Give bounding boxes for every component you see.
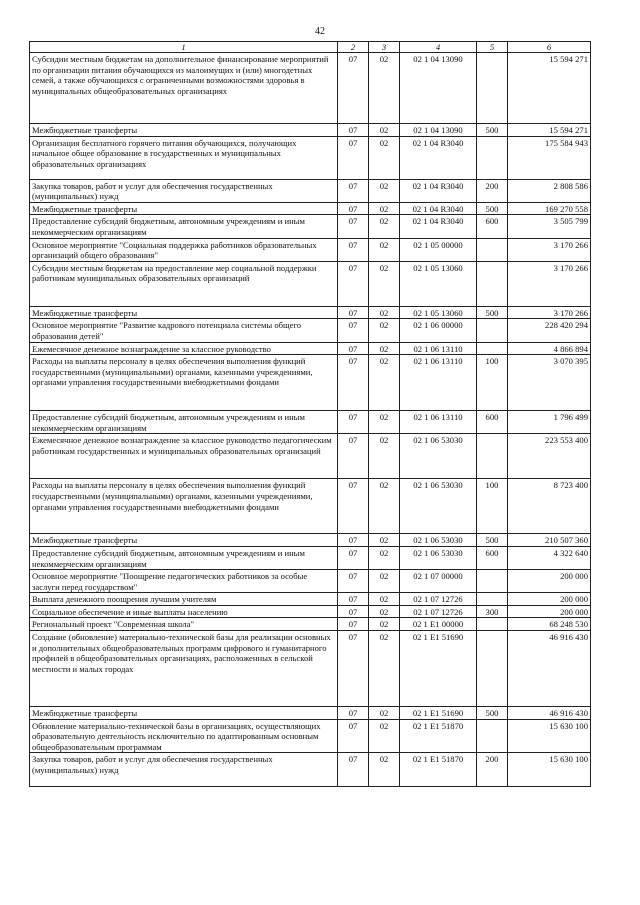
row-target-code: 02 1 05 13060 xyxy=(400,306,477,319)
row-subsection: 02 xyxy=(369,342,400,355)
row-name: Межбюджетные трансферты xyxy=(30,306,338,319)
table-row xyxy=(30,593,591,606)
row-name: Основное мероприятие "Развитие кадрового потенциала системы общего образования детей" xyxy=(30,319,338,342)
row-amount: 210 507 360 xyxy=(508,534,591,547)
row-expense-type xyxy=(477,593,508,606)
row-amount: 46 916 430 xyxy=(508,631,591,707)
row-amount: 200 000 xyxy=(508,605,591,618)
row-expense-type: 600 xyxy=(477,411,508,434)
row-subsection: 02 xyxy=(369,261,400,306)
row-target-code: 02 1 07 00000 xyxy=(400,570,477,593)
row-subsection: 02 xyxy=(369,411,400,434)
row-name: Основное мероприятие "Поощрение педагогических работников за особые заслуги перед государством" xyxy=(30,570,338,593)
row-section: 07 xyxy=(338,261,369,306)
row-subsection: 02 xyxy=(369,355,400,411)
row-section: 07 xyxy=(338,179,369,202)
row-expense-type xyxy=(477,136,508,179)
row-name: Межбюджетные трансферты xyxy=(30,534,338,547)
budget-table xyxy=(29,41,591,787)
row-amount: 3 170 266 xyxy=(508,238,591,261)
row-subsection: 02 xyxy=(369,434,400,479)
row-target-code: 02 1 07 12726 xyxy=(400,593,477,606)
row-subsection: 02 xyxy=(369,753,400,787)
row-section: 07 xyxy=(338,136,369,179)
row-section: 07 xyxy=(338,411,369,434)
row-expense-type: 500 xyxy=(477,306,508,319)
row-section: 07 xyxy=(338,546,369,569)
row-expense-type xyxy=(477,570,508,593)
row-section: 07 xyxy=(338,753,369,787)
table-row xyxy=(30,179,591,202)
row-target-code: 02 1 E1 51870 xyxy=(400,753,477,787)
row-expense-type: 300 xyxy=(477,605,508,618)
row-amount: 4 322 640 xyxy=(508,546,591,569)
row-amount: 175 584 943 xyxy=(508,136,591,179)
row-subsection: 02 xyxy=(369,124,400,137)
row-amount: 4 866 894 xyxy=(508,342,591,355)
row-section: 07 xyxy=(338,355,369,411)
row-expense-type: 200 xyxy=(477,753,508,787)
table-row xyxy=(30,631,591,707)
table-row xyxy=(30,753,591,787)
row-target-code: 02 1 06 13110 xyxy=(400,342,477,355)
row-amount: 15 594 271 xyxy=(508,53,591,124)
row-name: Региональный проект "Современная школа" xyxy=(30,618,338,631)
row-subsection: 02 xyxy=(369,319,400,342)
row-expense-type xyxy=(477,342,508,355)
row-target-code: 02 1 06 53030 xyxy=(400,434,477,479)
row-subsection: 02 xyxy=(369,618,400,631)
table-row xyxy=(30,479,591,534)
row-expense-type: 600 xyxy=(477,215,508,238)
row-amount: 1 796 499 xyxy=(508,411,591,434)
row-subsection: 02 xyxy=(369,593,400,606)
page-number: 42 xyxy=(315,26,325,37)
table-row xyxy=(30,546,591,569)
row-subsection: 02 xyxy=(369,179,400,202)
row-expense-type: 100 xyxy=(477,355,508,411)
row-section: 07 xyxy=(338,124,369,137)
row-subsection: 02 xyxy=(369,546,400,569)
row-expense-type xyxy=(477,319,508,342)
row-target-code: 02 1 E1 51870 xyxy=(400,719,477,753)
row-name: Расходы на выплаты персоналу в целях обеспечения выполнения функций государственными (муниципальными) органами, казенными учреждениями, органами управления государственными внебюджетными фондами xyxy=(30,355,338,411)
row-expense-type: 500 xyxy=(477,707,508,720)
row-target-code: 02 1 04 R3040 xyxy=(400,179,477,202)
row-expense-type xyxy=(477,261,508,306)
row-name: Межбюджетные трансферты xyxy=(30,124,338,137)
row-target-code: 02 1 07 12726 xyxy=(400,605,477,618)
table-row xyxy=(30,215,591,238)
table-row xyxy=(30,618,591,631)
row-subsection: 02 xyxy=(369,605,400,618)
row-section: 07 xyxy=(338,479,369,534)
row-section: 07 xyxy=(338,306,369,319)
row-name: Социальное обеспечение и иные выплаты населению xyxy=(30,605,338,618)
row-expense-type xyxy=(477,238,508,261)
row-section: 07 xyxy=(338,534,369,547)
row-amount: 8 723 400 xyxy=(508,479,591,534)
table-row xyxy=(30,53,591,124)
table-row xyxy=(30,319,591,342)
row-subsection: 02 xyxy=(369,306,400,319)
row-expense-type: 200 xyxy=(477,179,508,202)
row-name: Ежемесячное денежное вознаграждение за классное руководство педагогическим работникам государственных и муниципальных образовательных организаций xyxy=(30,434,338,479)
row-section: 07 xyxy=(338,238,369,261)
table-body xyxy=(30,53,591,787)
table-row xyxy=(30,306,591,319)
row-amount: 15 630 100 xyxy=(508,753,591,787)
row-amount: 3 505 799 xyxy=(508,215,591,238)
row-target-code: 02 1 06 13110 xyxy=(400,411,477,434)
row-name: Закупка товаров, работ и услуг для обеспечения государственных (муниципальных) нужд xyxy=(30,179,338,202)
row-subsection: 02 xyxy=(369,136,400,179)
row-section: 07 xyxy=(338,319,369,342)
row-target-code: 02 1 E1 51690 xyxy=(400,631,477,707)
table-row xyxy=(30,124,591,137)
row-target-code: 02 1 06 13110 xyxy=(400,355,477,411)
row-subsection: 02 xyxy=(369,570,400,593)
row-subsection: 02 xyxy=(369,719,400,753)
row-section: 07 xyxy=(338,202,369,215)
row-amount: 228 420 294 xyxy=(508,319,591,342)
row-name: Основное мероприятие "Социальная поддержка работников образовательных организаций общего образования" xyxy=(30,238,338,261)
row-name: Организация бесплатного горячего питания обучающихся, получающих начальное общее образование в государственных и муниципальных образовательных организациях xyxy=(30,136,338,179)
table-row xyxy=(30,355,591,411)
table-row xyxy=(30,136,591,179)
row-name: Предоставление субсидий бюджетным, автономным учреждениям и иным некоммерческим организациям xyxy=(30,546,338,569)
row-section: 07 xyxy=(338,53,369,124)
row-amount: 2 808 586 xyxy=(508,179,591,202)
row-name: Создание (обновление) материально-технической базы для реализации основных и дополнительных общеобразовательных программ цифрового и гуманитарного профилей в общеобразовательных организациях, расположенных в сельской местности и малых городах xyxy=(30,631,338,707)
row-expense-type xyxy=(477,719,508,753)
row-amount: 169 270 558 xyxy=(508,202,591,215)
row-amount: 46 916 430 xyxy=(508,707,591,720)
row-subsection: 02 xyxy=(369,534,400,547)
header-row xyxy=(30,42,591,53)
row-target-code: 02 1 04 13090 xyxy=(400,124,477,137)
row-name: Выплата денежного поощрения лучшим учителям xyxy=(30,593,338,606)
row-name: Межбюджетные трансферты xyxy=(30,707,338,720)
table-row xyxy=(30,570,591,593)
row-subsection: 02 xyxy=(369,53,400,124)
row-name: Обновление материально-технической базы в организациях, осуществляющих образовательную деятельность исключительно по адаптированным основным общеобразовательным программам xyxy=(30,719,338,753)
row-section: 07 xyxy=(338,618,369,631)
row-section: 07 xyxy=(338,434,369,479)
row-section: 07 xyxy=(338,593,369,606)
row-name: Предоставление субсидий бюджетным, автономным учреждениям и иным некоммерческим организациям xyxy=(30,215,338,238)
row-amount: 3 170 266 xyxy=(508,306,591,319)
table-row xyxy=(30,202,591,215)
row-target-code: 02 1 06 00000 xyxy=(400,319,477,342)
row-amount: 15 594 271 xyxy=(508,124,591,137)
row-section: 07 xyxy=(338,605,369,618)
row-name: Закупка товаров, работ и услуг для обеспечения государственных (муниципальных) нужд xyxy=(30,753,338,787)
table-row xyxy=(30,342,591,355)
table-row xyxy=(30,411,591,434)
row-amount: 223 553 400 xyxy=(508,434,591,479)
row-subsection: 02 xyxy=(369,238,400,261)
table-row xyxy=(30,434,591,479)
row-section: 07 xyxy=(338,719,369,753)
row-target-code: 02 1 05 00000 xyxy=(400,238,477,261)
header-col-4: 4 xyxy=(400,42,477,53)
row-target-code: 02 1 06 53030 xyxy=(400,479,477,534)
row-amount: 200 000 xyxy=(508,593,591,606)
row-target-code: 02 1 E1 51690 xyxy=(400,707,477,720)
header-col-3: 3 xyxy=(369,42,400,53)
row-section: 07 xyxy=(338,631,369,707)
header-col-2: 2 xyxy=(338,42,369,53)
table-row xyxy=(30,238,591,261)
row-target-code: 02 1 06 53030 xyxy=(400,546,477,569)
row-section: 07 xyxy=(338,707,369,720)
table-row xyxy=(30,719,591,753)
row-section: 07 xyxy=(338,570,369,593)
row-expense-type xyxy=(477,434,508,479)
row-name: Предоставление субсидий бюджетным, автономным учреждениям и иным некоммерческим организациям xyxy=(30,411,338,434)
row-expense-type xyxy=(477,618,508,631)
row-amount: 3 170 266 xyxy=(508,261,591,306)
row-target-code: 02 1 04 R3040 xyxy=(400,136,477,179)
row-target-code: 02 1 06 53030 xyxy=(400,534,477,547)
row-amount: 68 248 530 xyxy=(508,618,591,631)
row-subsection: 02 xyxy=(369,479,400,534)
row-name: Субсидии местным бюджетам на дополнительное финансирование мероприятий по организации питания обучающихся из малоимущих и (или) многодетных семей, а также обучающихся с ограниченными возможностями здоровья в муниципальных общеобразовательных организациях xyxy=(30,53,338,124)
header-col-6: 6 xyxy=(508,42,591,53)
row-expense-type: 100 xyxy=(477,479,508,534)
row-expense-type: 500 xyxy=(477,202,508,215)
row-section: 07 xyxy=(338,215,369,238)
row-name: Межбюджетные трансферты xyxy=(30,202,338,215)
table-row xyxy=(30,261,591,306)
row-name: Расходы на выплаты персоналу в целях обеспечения выполнения функций государственными (муниципальными) органами, казенными учреждениями, органами управления государственными внебюджетными фондами xyxy=(30,479,338,534)
row-subsection: 02 xyxy=(369,707,400,720)
row-target-code: 02 1 05 13060 xyxy=(400,261,477,306)
row-subsection: 02 xyxy=(369,631,400,707)
header-col-1: 1 xyxy=(30,42,338,53)
row-expense-type: 500 xyxy=(477,124,508,137)
row-expense-type: 600 xyxy=(477,546,508,569)
row-amount: 200 000 xyxy=(508,570,591,593)
row-name: Ежемесячное денежное вознаграждение за классное руководство xyxy=(30,342,338,355)
header-col-5: 5 xyxy=(477,42,508,53)
row-target-code: 02 1 E1 00000 xyxy=(400,618,477,631)
row-expense-type xyxy=(477,53,508,124)
row-target-code: 02 1 04 R3040 xyxy=(400,202,477,215)
table-row xyxy=(30,707,591,720)
row-target-code: 02 1 04 13090 xyxy=(400,53,477,124)
table-row xyxy=(30,534,591,547)
row-amount: 3 070 395 xyxy=(508,355,591,411)
row-section: 07 xyxy=(338,342,369,355)
row-target-code: 02 1 04 R3040 xyxy=(400,215,477,238)
row-name: Субсидии местным бюджетам на предоставление мер социальной поддержки работникам муниципальных образовательных организаций xyxy=(30,261,338,306)
row-subsection: 02 xyxy=(369,215,400,238)
row-amount: 15 630 100 xyxy=(508,719,591,753)
table-row xyxy=(30,605,591,618)
row-subsection: 02 xyxy=(369,202,400,215)
row-expense-type xyxy=(477,631,508,707)
row-expense-type: 500 xyxy=(477,534,508,547)
